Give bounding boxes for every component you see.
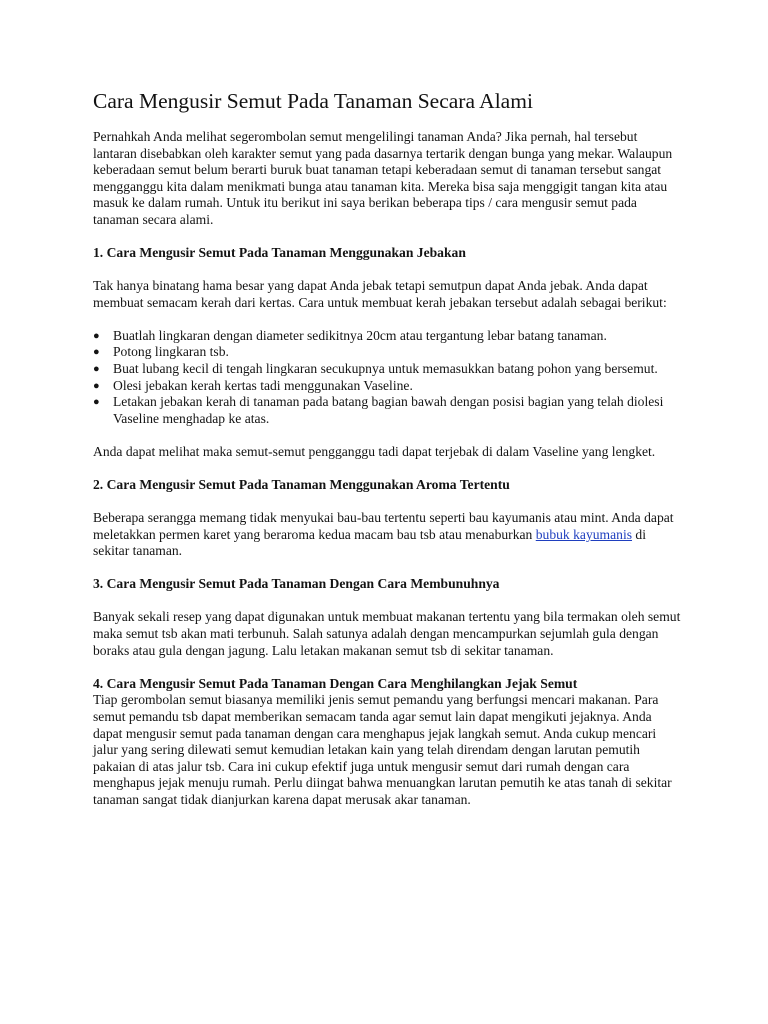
list-item-text: Buat lubang kecil di tengah lingkaran secukupnya untuk memasukkan batang pohon yang bersemut. (113, 361, 658, 377)
bullet-icon: ● (93, 363, 100, 376)
section-3-paragraph: Banyak sekali resep yang dapat digunakan untuk membuat makanan tertentu yang bila termakan oleh semut maka semut tsb akan mati terbunuh. Salah satunya adalah dengan mencampurkan sejumlah gula dengan boraks atau gula dengan jagung. Lalu letakan makanan semut tsb di sekitar tanaman. (93, 609, 681, 658)
list-item (93, 328, 683, 345)
section-2-text-before: Beberapa serangga memang tidak menyukai bau-bau tertentu seperti bau kayumanis atau mint. Anda dapat meletakkan permen karet yang beraroma kedua macam bau tsb atau menaburkan (93, 510, 674, 542)
section-4-paragraph: Tiap gerombolan semut biasanya memiliki jenis semut pemandu yang berfungsi mencari makanan. Para semut pemandu tsb dapat memberikan semacam tanda agar semut lain dapat mengikuti jejaknya. Anda dapat mengusir semut pada tanaman dengan cara menghapus jejak langkah semut. Anda cukup mencari jalur yang sering dilewati semut kemudian letakan kain yang telah direndam dengan larutan pemutih pakaian di atas jalur tsb. Cara ini cukup efektif juga untuk mengusir semut dari rumah dengan cara menghapus jejak menuju rumah. Perlu diingat bahwa menuangkan larutan pemutih ke atas tanah di sekitar tanaman sangat tidak dianjurkan karena dapat merusak akar tanaman. (93, 692, 672, 807)
section-2-heading: 2. Cara Mengusir Semut Pada Tanaman Menggunakan Aroma Tertentu (93, 477, 510, 492)
intro-paragraph: Pernahkah Anda melihat segerombolan semut mengelilingi tanaman Anda? Jika pernah, hal tersebut lantaran disebabkan oleh karakter semut yang pada dasarnya tertarik dengan bunga yang mekar. Walaupun keberadaan semut belum berarti buruk buat tanaman tetapi keberadaan semut di tanaman tersebut sangat mengganggu kita dalam menikmati bunga atau tanaman kita. Mereka bisa saja menggigit tangan kita atau masuk ke dalam rumah. Untuk itu berikut ini saya berikan beberapa tips / cara mengusir semut pada tanaman secara alami. (93, 129, 673, 227)
list-item (93, 378, 683, 395)
bullet-icon: ● (93, 379, 100, 392)
list-item-text: Potong lingkaran tsb. (113, 344, 229, 360)
list-item-text: Buatlah lingkaran dengan diameter sedikitnya 20cm atau tergantung lebar batang tanaman. (113, 327, 607, 343)
list-item (93, 361, 683, 378)
list-item (93, 394, 683, 427)
cinnamon-powder-link[interactable]: bubuk kayumanis (535, 526, 633, 542)
bullet-icon: ● (93, 329, 100, 342)
document-page (93, 88, 683, 809)
bullet-icon: ● (93, 396, 100, 409)
section-1-paragraph: Tak hanya binatang hama besar yang dapat Anda jebak tetapi semutpun dapat Anda jebak. Anda dapat membuat semacam kerah dari kertas. Cara untuk membuat kerah jebakan tersebut adalah sebagai berikut: (93, 278, 667, 310)
section-1-heading: 1. Cara Mengusir Semut Pada Tanaman Menggunakan Jebakan (93, 245, 466, 261)
bullet-icon: ● (93, 346, 100, 359)
list-item (93, 344, 683, 361)
section-1-closing: Anda dapat melihat maka semut-semut pengganggu tadi dapat terjebak di dalam Vaseline yang lengket. (93, 443, 656, 459)
section-2-text-after: di sekitar tanaman. (93, 526, 646, 559)
list-item-text: Letakan jebakan kerah di tanaman pada batang bagian bawah dengan posisi bagian yang telah diolesi Vaseline menghadap ke atas. (113, 394, 664, 426)
list-item-text: Olesi jebakan kerah kertas tadi menggunakan Vaseline. (113, 377, 413, 393)
section-3-heading: 3. Cara Mengusir Semut Pada Tanaman Dengan Cara Membunuhnya (93, 576, 500, 592)
steps-list (93, 328, 683, 428)
section-4-heading: 4. Cara Mengusir Semut Pada Tanaman Dengan Cara Menghilangkan Jejak Semut (93, 675, 578, 691)
document-title: Cara Mengusir Semut Pada Tanaman Secara Alami (93, 89, 533, 113)
section-2-paragraph (93, 510, 683, 560)
